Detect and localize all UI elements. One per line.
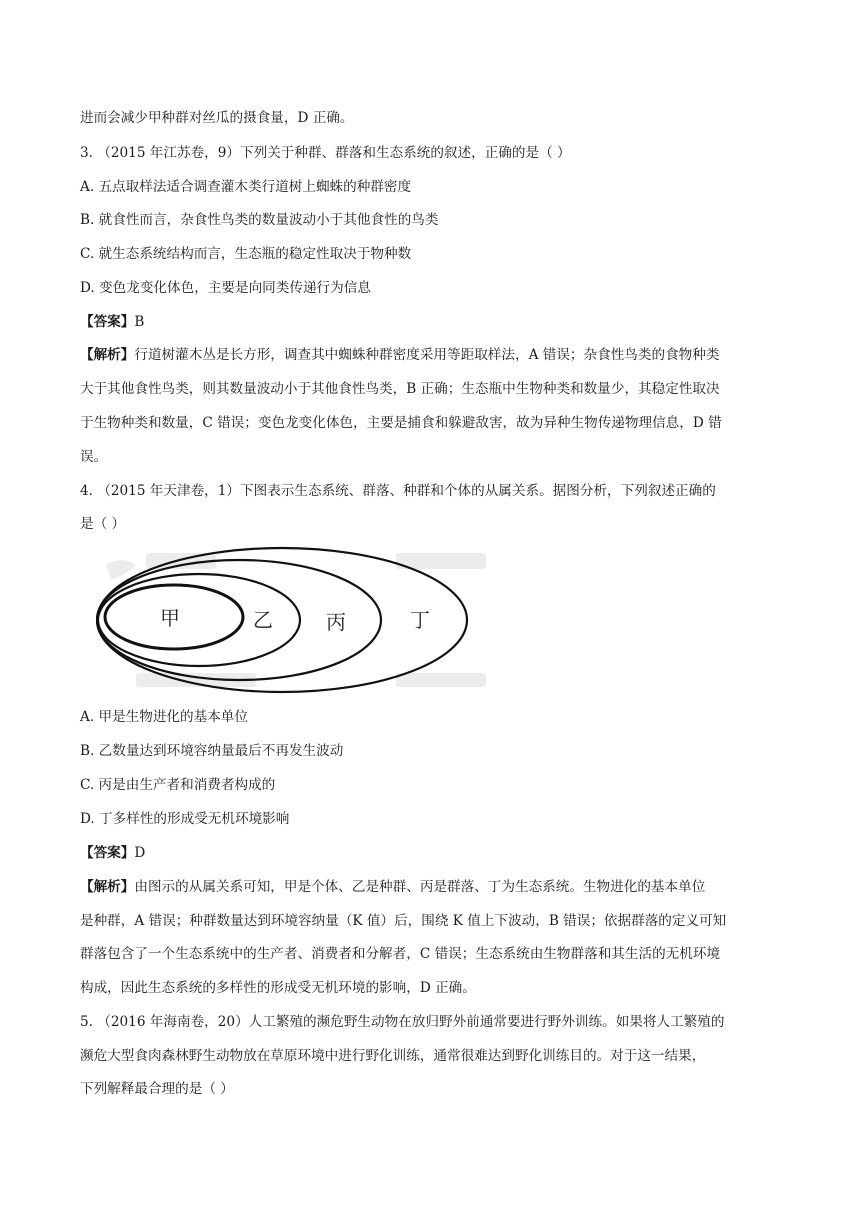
option-b: B. 就食性而言，杂食性鸟类的数量波动小于其他食性的鸟类 [80, 212, 439, 228]
option-a: A. 五点取样法适合调查灌木类行道树上蜘蛛的种群密度 [80, 179, 412, 195]
analysis-line: 群落包含了一个生态系统中的生产者、消费者和分解者，C 错误；生态系统由生物群落和其生活的无机环境 [80, 946, 721, 962]
answer-line [80, 843, 780, 863]
analysis-label: 【解析】 [80, 347, 135, 363]
answer-label: 【答案】 [80, 314, 135, 330]
question-5-stem-cont: 濒危大型食肉森林野生动物放在草原环境中进行野化训练，通常很难达到野化训练目的。对于这一结果， [80, 1048, 706, 1064]
answer-value: D [134, 845, 146, 861]
figure-label-jia: 甲 [160, 606, 180, 630]
question-3-stem: 3. （2015 年江苏卷，9）下列关于种群、群落和生态系统的叙述，正确的是（ ） [80, 145, 571, 161]
answer-value: B [134, 314, 145, 330]
option-b: B. 乙数量达到环境容纳量最后不再发生波动 [80, 743, 344, 759]
analysis-line: 于生物种类和数量，C 错误；变色龙变化体色，主要是捕食和躲避敌害，故为异种生物传递物理信息，D 错 [80, 415, 722, 431]
analysis-line [80, 345, 780, 365]
text-line: 进而会减少甲种群对丝瓜的摄食量，D 正确。 [80, 110, 354, 126]
option-d: D. 变色龙变化体色，主要是向同类传递行为信息 [80, 280, 371, 296]
question-5-stem-cont: 下列解释最合理的是（ ） [80, 1081, 234, 1097]
question-5-stem: 5. （2016 年海南卷，20）人工繁殖的濒危野生动物在放归野外前通常要进行野外训练。如果将人工繁殖的 [80, 1014, 725, 1030]
analysis-line: 大于其他食性鸟类，则其数量波动小于其他食性鸟类，B 正确；生态瓶中生物种类和数量少，其稳定性取决 [80, 381, 720, 397]
figure-label-yi: 乙 [253, 608, 273, 632]
option-c: C. 就生态系统结构而言，生态瓶的稳定性取决于物种数 [80, 246, 412, 262]
analysis-line: 构成，因此生态系统的多样性的形成受无机环境的影响，D 正确。 [80, 980, 476, 996]
figure-label-bing: 丙 [326, 610, 346, 634]
option-d: D. 丁多样性的形成受无机环境影响 [80, 811, 290, 827]
question-4-stem-cont: 是（ ） [80, 516, 126, 532]
answer-line [80, 312, 780, 332]
question-4-stem: 4. （2015 年天津卷，1）下图表示生态系统、群落、种群和个体的从属关系。据图分析，下列叙述正确的 [80, 483, 716, 499]
analysis-line [80, 877, 780, 897]
answer-label: 【答案】 [80, 845, 135, 861]
option-a: A. 甲是生物进化的基本单位 [80, 709, 248, 725]
analysis-label: 【解析】 [80, 879, 135, 895]
analysis-text: 由图示的从属关系可知，甲是个体、乙是种群、丙是群落、丁为生态系统。生物进化的基本单位 [134, 879, 706, 895]
analysis-line: 是种群，A 错误；种群数量达到环境容纳量（K 值）后，围绕 K 值上下波动，B 错误；依据群落的定义可知 [80, 913, 727, 929]
analysis-line: 误。 [80, 449, 108, 465]
figure-label-ding: 丁 [410, 608, 430, 632]
analysis-text: 行道树灌木丛是长方形，调查其中蜘蛛种群密度采用等距取样法，A 错误；杂食性鸟类的食物种类 [134, 347, 720, 363]
nested-ellipse-figure [96, 545, 506, 695]
option-c: C. 丙是由生产者和消费者构成的 [80, 777, 276, 793]
